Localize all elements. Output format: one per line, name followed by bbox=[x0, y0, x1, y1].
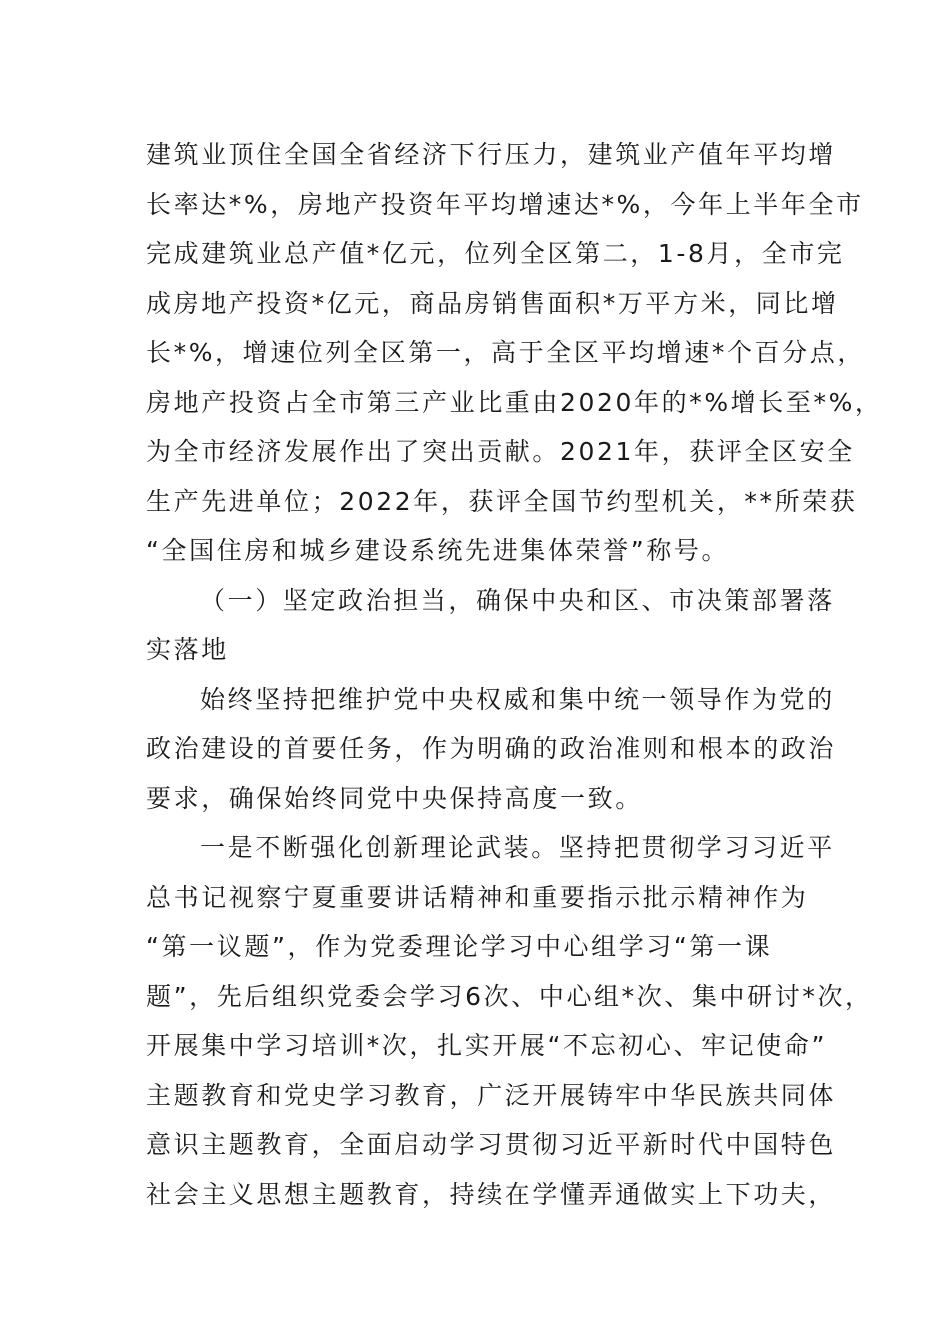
text-line-5: 长*%，增速位列全区第一，高于全区平均增速*个百分点， bbox=[146, 338, 865, 367]
text-line-1: 建筑业顶住全国全省经济下行压力，建筑业产值年平均增 bbox=[146, 140, 837, 169]
text-line-20: 主题教育和党史学习教育，广泛开展铸牢中华民族共同体 bbox=[146, 1080, 837, 1110]
text-line-16: 总书记视察宁夏重要讲话精神和重要指示批示精神作为 bbox=[146, 882, 809, 912]
section-heading-line-2: 实落地 bbox=[146, 635, 229, 664]
text-line-22: 社会主义思想主题教育，持续在学懂弄通做实上下功夫， bbox=[146, 1179, 837, 1209]
text-line-6: 房地产投资占全市第三产业比重由2020年的*%增长至*%， bbox=[146, 387, 883, 417]
text-line-19: 开展集中学习培训*次，扎实开展“不忘初心、牢记使命” bbox=[146, 1031, 828, 1060]
text-line-21: 意识主题教育，全面启动学习贯彻习近平新时代中国特色 bbox=[146, 1130, 837, 1159]
text-line-12: 始终坚持把维护党中央权威和集中统一领导作为党的 bbox=[200, 684, 835, 714]
document-body bbox=[146, 130, 883, 1219]
text-line-3: 完成建筑业总产值*亿元，位列全区第二，1-8月，全市完 bbox=[146, 239, 845, 268]
text-line-8: 生产先进单位；2022年，获评全国节约型机关，**所荣获 bbox=[146, 486, 858, 516]
text-line-15: 一是不断强化创新理论武装。坚持把贯彻学习习近平 bbox=[200, 833, 835, 862]
text-line-4: 成房地产投资*亿元，商品房销售面积*万平方米，同比增 bbox=[146, 288, 839, 318]
text-line-17: “第一议题”，作为党委理论学习中心组学习“第一课 bbox=[146, 932, 773, 961]
text-line-13: 政治建设的首要任务，作为明确的政治准则和根本的政治 bbox=[146, 734, 837, 763]
text-line-2: 长率达*%，房地产投资年平均增速达*%，今年上半年全市 bbox=[146, 189, 864, 219]
section-heading-line-1: （一）坚定政治担当，确保中央和区、市决策部署落 bbox=[200, 585, 835, 615]
text-line-14: 要求，确保始终同党中央保持高度一致。 bbox=[146, 783, 643, 813]
text-line-7: 为全市经济发展作出了突出贡献。2021年，获评全区安全 bbox=[146, 437, 855, 466]
text-line-9: “全国住房和城乡建设系统先进集体荣誉”称号。 bbox=[146, 536, 730, 565]
text-line-18: 题”，先后组织党委会学习6次、中心组*次、集中研讨*次， bbox=[146, 981, 873, 1011]
